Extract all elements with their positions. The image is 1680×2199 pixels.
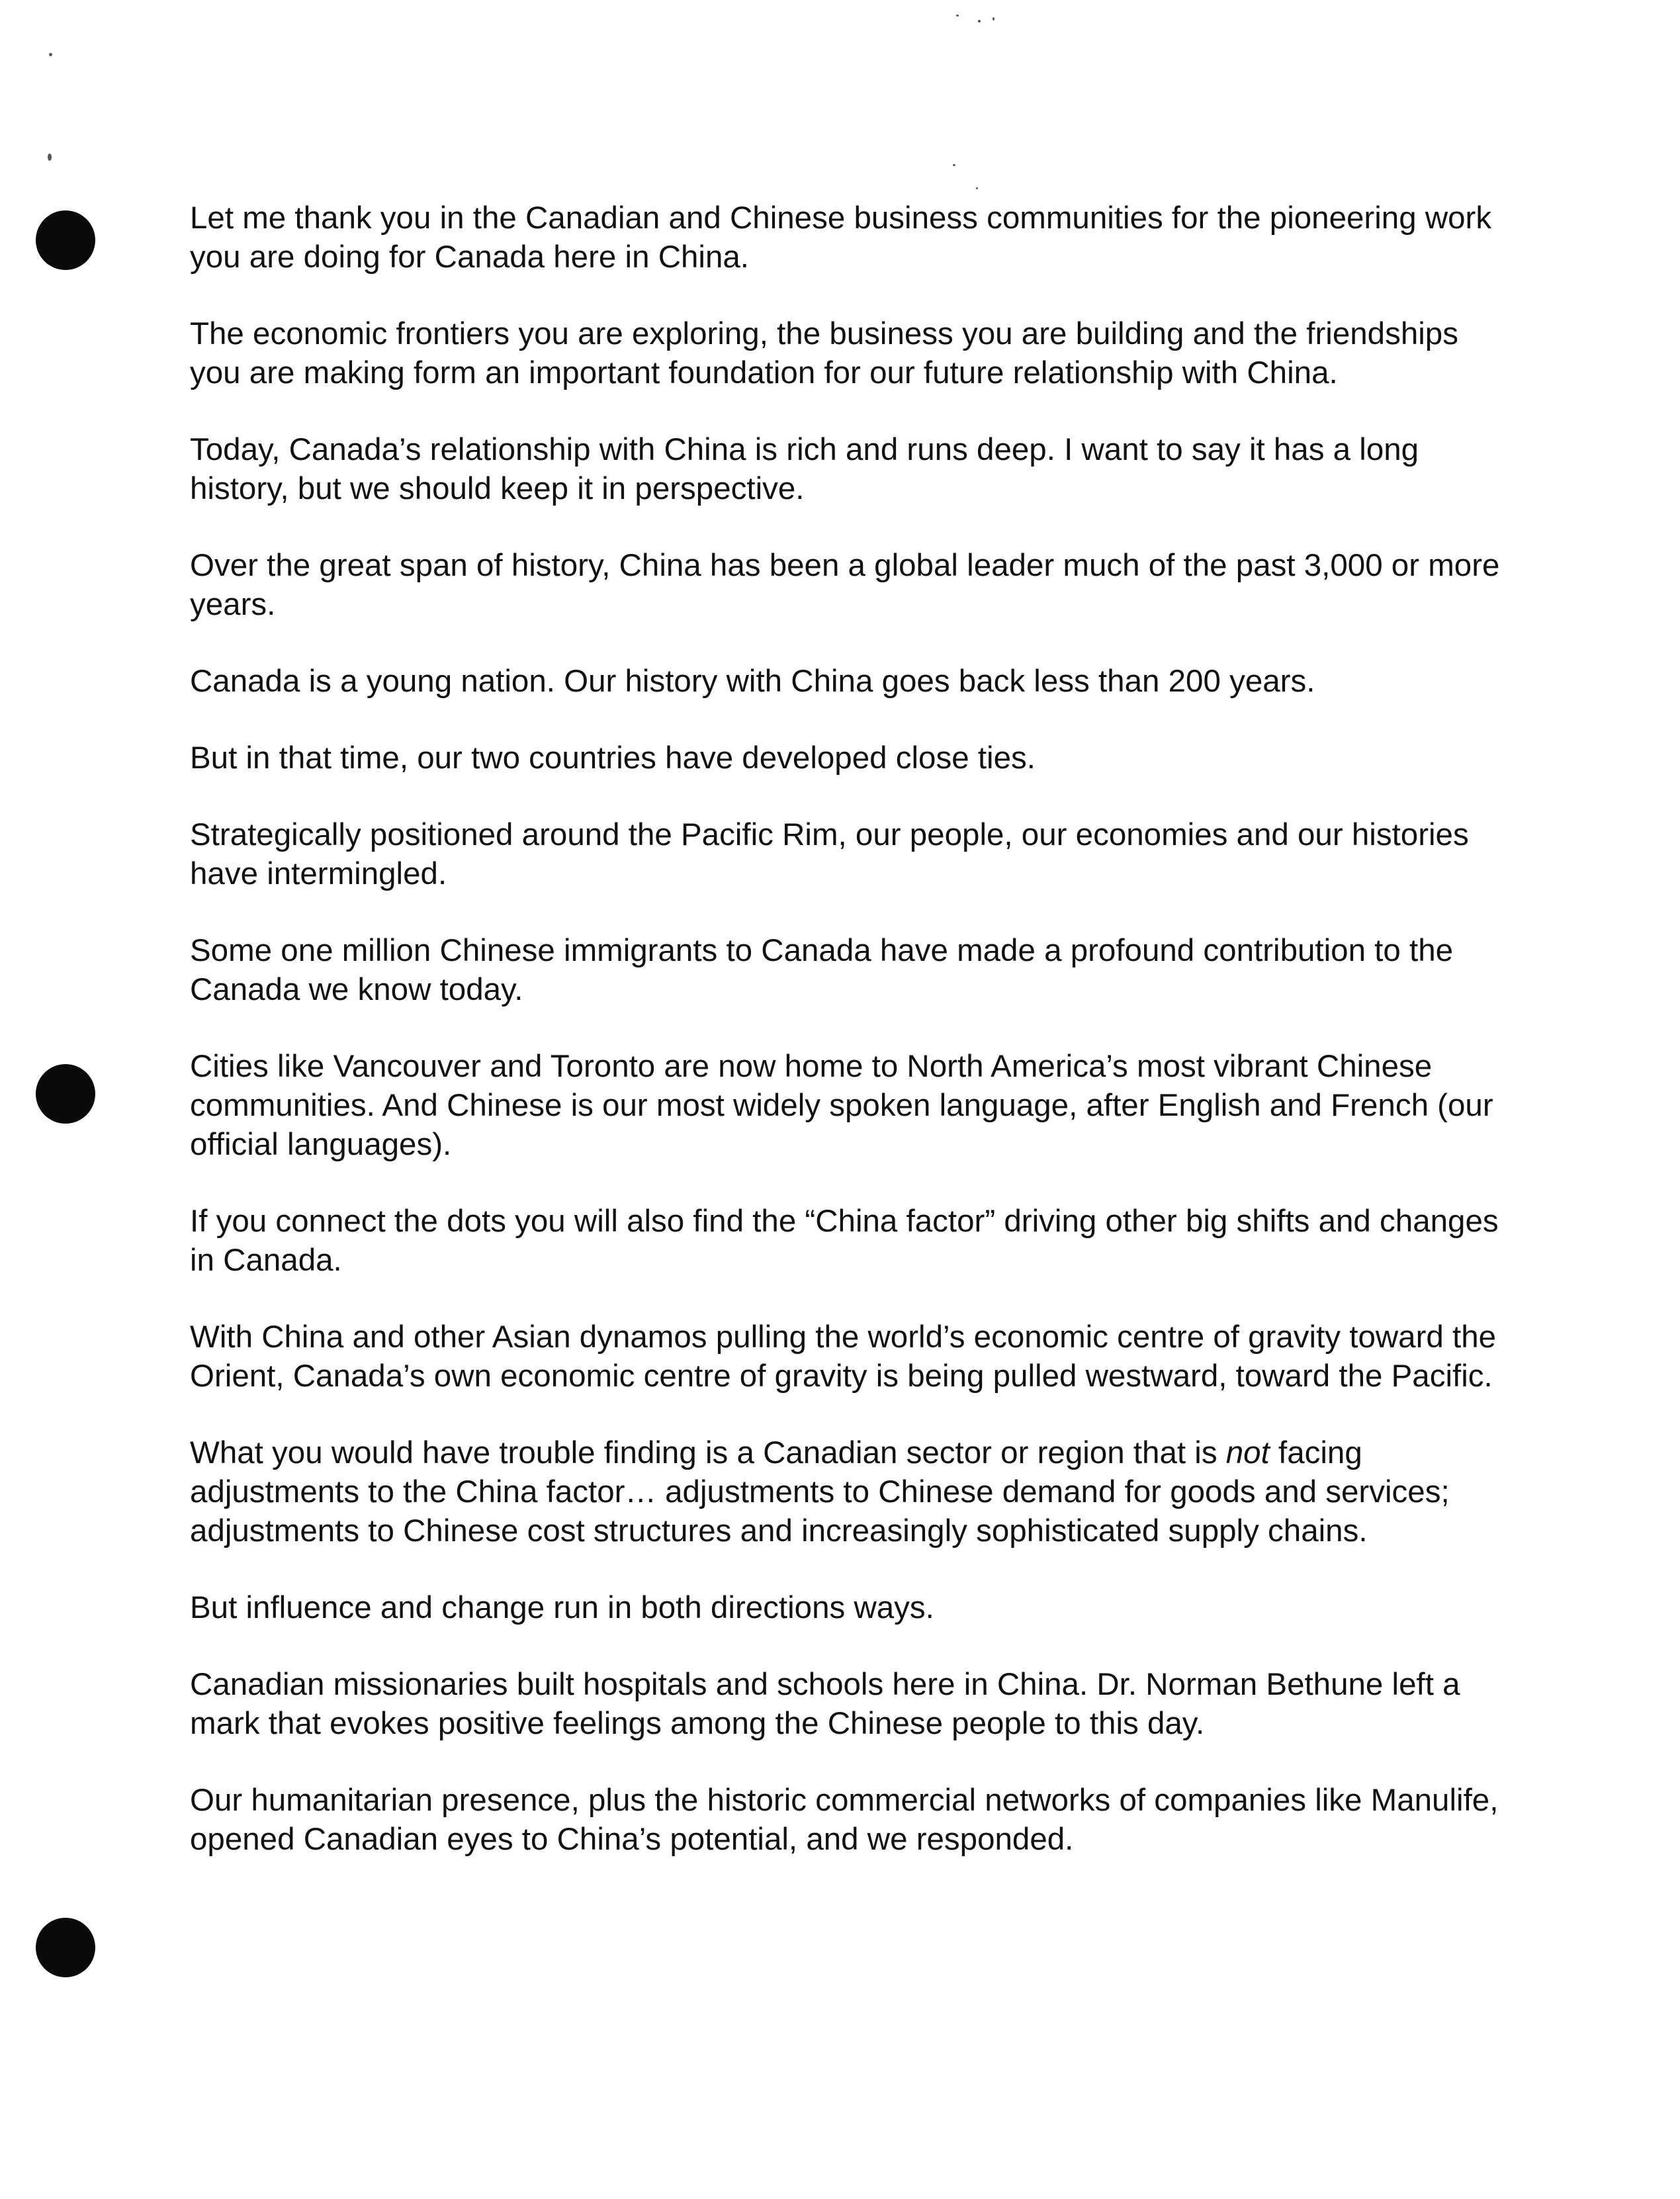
- paragraph-15: Our humanitarian presence, plus the historic commercial networks of companies like Manulife, opened Canadian eyes to China’s potential, and we responded.: [190, 1783, 1499, 1857]
- paragraph-12: [190, 1433, 1513, 1550]
- paragraph-12-start: What you would have trouble finding is a Canadian sector or region that is: [190, 1435, 1226, 1470]
- paragraph-14: Canadian missionaries built hospitals and schools here in China. Dr. Norman Bethune left a mark that evokes positive feelings among the Chinese people to this day.: [190, 1667, 1460, 1741]
- scan-speck: [993, 17, 995, 21]
- paragraph-12-emphasis: not: [1225, 1435, 1270, 1470]
- punch-hole-top: [36, 210, 95, 270]
- paragraph-3: Today, Canada’s relationship with China is rich and runs deep. I want to say it has a long history, but we should keep it in perspective.: [190, 432, 1419, 506]
- scan-speck: [978, 20, 981, 22]
- punch-hole-middle: [36, 1064, 95, 1124]
- paragraph-11: With China and other Asian dynamos pulling the world’s economic centre of gravity toward the Orient, Canada’s own economic centre of gravity is being pulled westward, toward the Pacific.: [190, 1320, 1497, 1394]
- scan-speck: [49, 53, 52, 56]
- paragraph-8: Some one million Chinese immigrants to Canada have made a profound contribution to the Canada we know today.: [190, 933, 1454, 1007]
- paragraph-6: But in that time, our two countries have developed close ties.: [190, 740, 1036, 776]
- scan-speck: [48, 154, 52, 161]
- scan-speck: [953, 164, 955, 166]
- paragraph-2: The economic frontiers you are exploring, the business you are building and the friendships you are making form an important foundation for our future relationship with China.: [190, 316, 1458, 390]
- scan-speck: [956, 15, 959, 17]
- paragraph-4: Over the great span of history, China has been a global leader much of the past 3,000 or more years.: [190, 548, 1500, 622]
- paragraph-1: Let me thank you in the Canadian and Chinese business communities for the pioneering work you are doing for Canada here in China.: [190, 201, 1492, 275]
- paragraph-5: Canada is a young nation. Our history with China goes back less than 200 years.: [190, 664, 1315, 699]
- paragraph-9: Cities like Vancouver and Toronto are now home to North America’s most vibrant Chinese communities. And Chinese is our most widely spoken language, after English and French (our official languages).: [190, 1049, 1493, 1162]
- paragraph-12-end: facing adjustments to the China factor… adjustments to Chinese demand for goods and services; adjustments to Chinese cost structures and increasingly sophisticated supply chains.: [190, 1435, 1450, 1548]
- punch-hole-bottom: [36, 1918, 95, 1977]
- paragraph-10: If you connect the dots you will also find the “China factor” driving other big shifts and changes in Canada.: [190, 1204, 1499, 1278]
- paragraph-13: But influence and change run in both directions ways.: [190, 1590, 934, 1625]
- paragraph-7: Strategically positioned around the Pacific Rim, our people, our economies and our histories have intermingled.: [190, 817, 1469, 891]
- letter-body: [190, 199, 1513, 1897]
- scan-speck: [976, 187, 978, 189]
